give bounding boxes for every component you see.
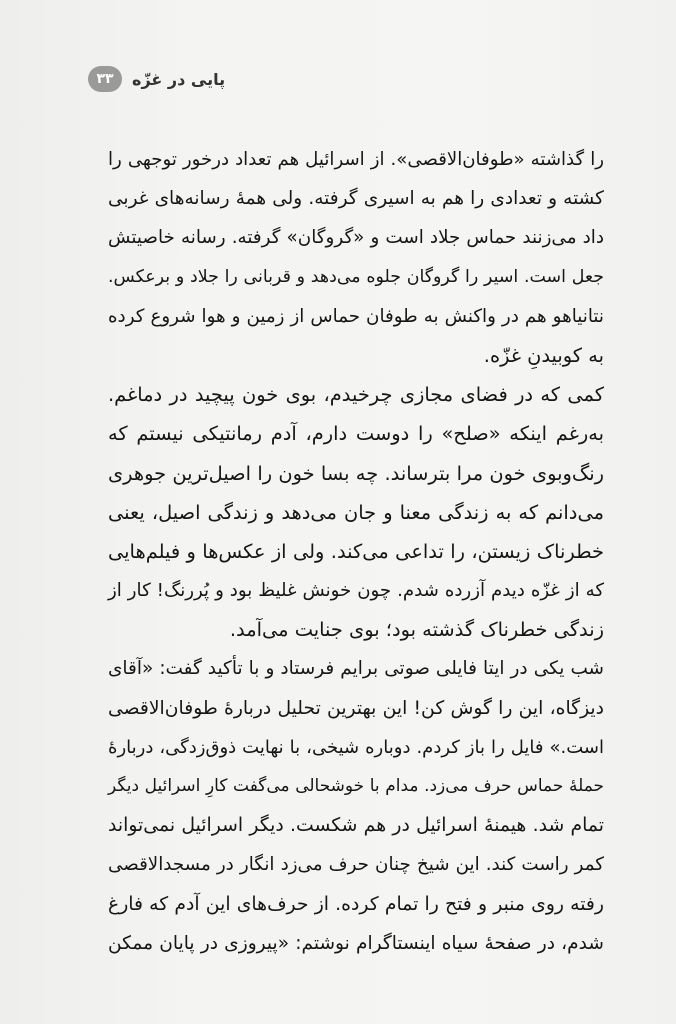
page-number-badge: ۳۳ [88, 66, 122, 92]
text-line: می‌دانم که به زندگی معنا و جان می‌دهد و زندگی اصیل، یعنی [108, 500, 604, 524]
text-line: زندگی خطرناک گذشته بود؛ بوی جنایت می‌آمد. [229, 618, 604, 642]
book-title: پایی در غزّه [132, 69, 226, 89]
text-line: است.» فایل را باز کردم. دوباره شیخی، با نهایت ذوق‌زدگی، دربارهٔ [108, 736, 604, 758]
text-line: رفته روی منبر و فتح را تمام کرده. از حرف‌های این آدم که فارغ [108, 893, 604, 915]
text-line: شدم، در صفحهٔ سیاه اینستاگرام نوشتم: «پیروزی در پایان ممکن [108, 932, 604, 954]
text-line: خطرناک زیستن، را تداعی می‌کند. ولی از عکس‌ها و فیلم‌هایی [108, 539, 604, 563]
text-line: کمی که در فضای مجازی چرخیدم، بوی خون پیچید در دماغم. [108, 383, 604, 407]
text-line: حملهٔ حماس حرف می‌زد. مدام با خوشحالی می‌گفت کارِ اسرائیل دیگر [108, 776, 604, 796]
text-line: به‌رغم اینکه «صلح» را دوست دارم، آدم رمانتیکی نیستم که [108, 422, 604, 446]
text-line: که از غزّه دیدم آزرده شدم. چون خونش غلیظ بود و پُررنگ! کار از [108, 580, 604, 602]
text-line: داد می‌زنند حماس جلاد است و «گروگان» گرفته. رسانه خاصیتش [108, 227, 604, 249]
text-line: رنگ‌وبوی خون مرا بترساند. چه بسا خون را اصیل‌ترین جوهری [108, 461, 604, 485]
text-line: کمر راست کند. این شیخ چنان حرف می‌زد انگار در مسجدالاقصی [108, 854, 604, 876]
text-line: کشته و تعدادی را هم به اسیری گرفته. ولی همهٔ رسانه‌های غربی [108, 188, 604, 210]
text-line: جعل است. اسیر را گروگان جلوه می‌دهد و قربانی را جلاد و برعکس. [108, 266, 604, 287]
text-line: دیزگاه، این را گوش کن! این بهترین تحلیل دربارهٔ طوفان‌الاقصی [108, 697, 604, 719]
text-line: شب یکی در ایتا فایلی صوتی برایم فرستاد و با تأکید گفت: «آقای [108, 658, 604, 680]
running-head [88, 64, 225, 94]
text-line: به کوبیدنِ غزّه. [483, 343, 604, 367]
body-text [108, 140, 604, 963]
text-line: تمام شد. هیمنهٔ اسرائیل در هم شکست. دیگر اسرائیل نمی‌تواند [108, 815, 604, 837]
text-line: را گذاشته «طوفان‌الاقصی». از اسرائیل هم تعداد درخور توجهی را [108, 149, 604, 170]
text-line: نتانیاهو هم در واکنش به طوفان حماس از زمین و هوا شروع کرده [108, 305, 604, 327]
